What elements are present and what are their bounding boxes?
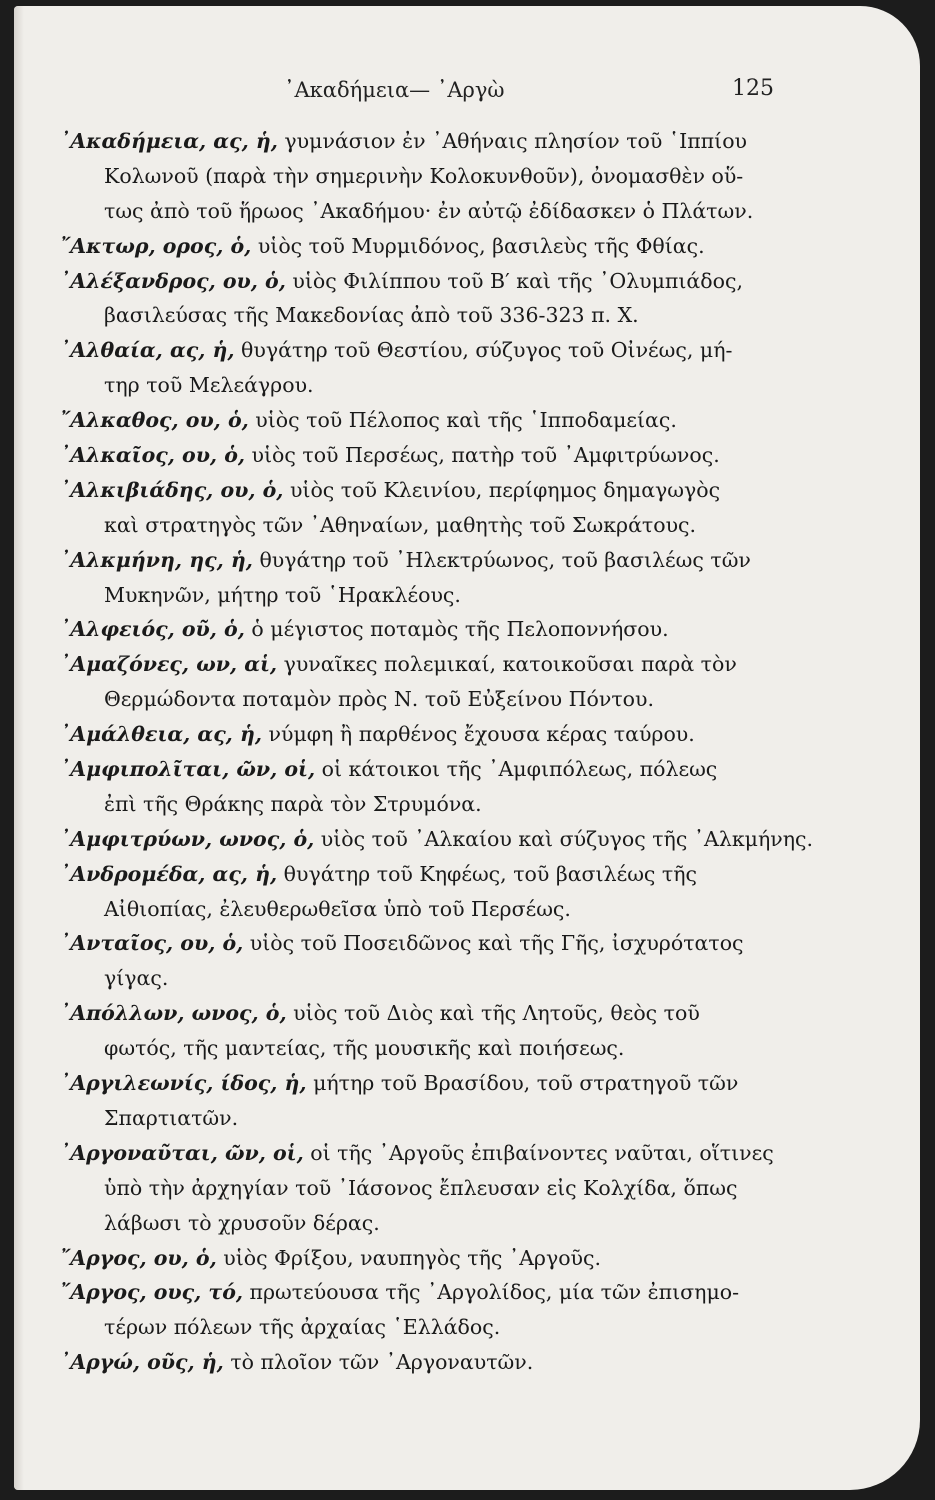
entry-line [60, 1275, 810, 1310]
headword: ᾿Αργιλεωνίς, ίδος, ἡ, [60, 1071, 307, 1096]
entry-continuation-line [60, 682, 810, 717]
entry-line [60, 1066, 810, 1101]
entry-line [60, 229, 810, 264]
definition-text: θυγάτηρ τοῦ Κηφέως, τοῦ βασιλέως τῆς [277, 861, 698, 886]
entry-line [60, 438, 810, 473]
headword: ᾿Αλκαῖος, ου, ὁ, [60, 443, 246, 468]
headword: ᾿Ανδρομέδα, ας, ἡ, [60, 861, 278, 886]
headword: ᾿Αργώ, οῦς, ἡ, [60, 1350, 224, 1375]
headword: ᾿Αλκιβιάδης, ου, ὁ, [60, 477, 284, 502]
headword: ῎Αργος, ου, ὁ, [60, 1245, 217, 1270]
entry-line [60, 926, 810, 961]
definition-text: τὸ πλοῖον τῶν ᾿Αργοναυτῶν. [223, 1350, 534, 1375]
entry-continuation-line [60, 1171, 810, 1206]
entry-line [60, 647, 810, 682]
entry-continuation-line [60, 194, 810, 229]
headword: ᾿Αμφιτρύων, ωνος, ὁ, [60, 826, 315, 851]
headword: ῎Αργος, ους, τό, [60, 1280, 244, 1305]
entry-line [60, 1136, 810, 1171]
definition-text: Σπαρτιατῶν. [104, 1105, 239, 1130]
definition-text: θυγάτηρ τοῦ ᾿Ηλεκτρύωνος, τοῦ βασιλέως τῶν [252, 547, 751, 572]
entry-line [60, 752, 810, 787]
entry-continuation-line [60, 892, 810, 927]
entry-continuation-line [60, 159, 810, 194]
headword: ῎Ακτωρ, ορος, ὁ, [60, 233, 252, 258]
definition-text: τέρων πόλεων τῆς ἀρχαίας ῾Ελλάδος. [104, 1315, 501, 1340]
entry-line [60, 543, 810, 578]
headword: ᾿Αλκμήνη, ης, ἡ, [60, 547, 253, 572]
entry-line [60, 333, 810, 368]
definition-text: ὁ μέγιστος ποταμὸς τῆς Πελοποννήσου. [244, 617, 669, 642]
entry-line [60, 264, 810, 299]
definition-text: θυγάτηρ τοῦ Θεστίου, σύζυγος τοῦ Οἰνέως, μή- [234, 338, 733, 363]
definition-text: ὑπὸ τὴν ἀρχηγίαν τοῦ ᾿Ιάσονος ἔπλευσαν εἰς Κολχίδα, ὅπως [104, 1175, 738, 1200]
definition-text: τηρ τοῦ Μελεάγρου. [104, 373, 314, 398]
entry-continuation-line [60, 1031, 810, 1066]
definition-text: πρωτεύουσα τῆς ᾿Αργολίδος, μία τῶν ἐπισημο- [243, 1280, 740, 1305]
definition-text: υἱὸς τοῦ Διὸς καὶ τῆς Λητοῦς, θεὸς τοῦ [286, 1001, 700, 1026]
entry-continuation-line [60, 787, 810, 822]
definition-text: υἱὸς Φιλίππου τοῦ Β′ καὶ τῆς ᾿Ολυμπιάδος, [285, 268, 743, 293]
definition-text: υἱὸς Φρίξου, ναυπηγὸς τῆς ᾿Αργοῦς. [216, 1245, 602, 1270]
entry-line [60, 403, 810, 438]
definition-text: Μυκηνῶν, μήτηρ τοῦ ῾Ηρακλέους. [104, 582, 461, 607]
entry-continuation-line [60, 578, 810, 613]
entry-line [60, 1241, 810, 1276]
definition-text: Αἰθιοπίας, ἐλευθερωθεῖσα ὑπὸ τοῦ Περσέως. [104, 896, 571, 921]
definition-text: υἱὸς τοῦ Πέλοπος καὶ τῆς ῾Ιπποδαμείας. [248, 408, 677, 433]
book-page [14, 6, 920, 1490]
entry-line [60, 124, 810, 159]
definition-text: λάβωσι τὸ χρυσοῦν δέρας. [104, 1210, 380, 1235]
entry-continuation-line [60, 1310, 810, 1345]
running-head: ᾿Ακαδήμεια— ᾿Αργὼ [284, 78, 505, 102]
page-number: 125 [732, 76, 774, 101]
entry-line [60, 822, 814, 857]
entry-continuation-line [60, 298, 810, 333]
headword: ᾿Αμάλθεια, ας, ἡ, [60, 722, 262, 747]
definition-text: βασιλεύσας τῆς Μακεδονίας ἀπὸ τοῦ 336-323 π. Χ. [104, 303, 639, 328]
headword: ῎Αλκαθος, ου, ὁ, [60, 408, 249, 433]
entry-line [60, 473, 810, 508]
definition-text: νύμφη ἢ παρθένος ἔχουσα κέρας ταύρου. [262, 722, 695, 747]
entry-line [60, 717, 810, 752]
entry-continuation-line [60, 961, 810, 996]
definition-text: οἱ κάτοικοι τῆς ᾿Αμφιπόλεως, πόλεως [315, 757, 718, 782]
headword: ᾿Απόλλων, ωνος, ὁ, [60, 1001, 287, 1026]
entry-line [60, 857, 810, 892]
entry-continuation-line [60, 508, 810, 543]
definition-text: υἱὸς τοῦ ᾿Αλκαίου καὶ σύζυγος τῆς ᾿Αλκμήνης. [314, 826, 814, 851]
definition-text: υἱὸς τοῦ Ποσειδῶνος καὶ τῆς Γῆς, ἰσχυρότατος [243, 931, 744, 956]
definition-text: ἐπὶ τῆς Θράκης παρὰ τὸν Στρυμόνα. [104, 791, 482, 816]
headword: ᾿Αμφιπολῖται, ῶν, οἱ, [60, 757, 316, 782]
headword: ᾿Αλθαία, ας, ἡ, [60, 338, 235, 363]
definition-text: οἱ τῆς ᾿Αργοῦς ἐπιβαίνοντες ναῦται, οἵτινες [303, 1140, 774, 1165]
headword: ᾿Ανταῖος, ου, ὁ, [60, 931, 244, 956]
definition-text: γυναῖκες πολεμικαί, κατοικοῦσαι παρὰ τὸν [277, 652, 737, 677]
definition-text: φωτός, τῆς μαντείας, τῆς μουσικῆς καὶ ποιήσεως. [104, 1036, 625, 1061]
headword: ᾿Αλέξανδρος, ου, ὁ, [60, 268, 286, 293]
entry-line [60, 1345, 810, 1380]
definition-text: υἱὸς τοῦ Κλεινίου, περίφημος δημαγωγὸς [283, 477, 721, 502]
definition-text: υἱὸς τοῦ Περσέως, πατὴρ τοῦ ᾿Αμφιτρύωνος. [245, 443, 720, 468]
headword: ᾿Αργοναῦται, ῶν, οἱ, [60, 1140, 304, 1165]
entry-continuation-line [60, 1206, 810, 1241]
entry-continuation-line [60, 368, 810, 403]
definition-text: Θερμώδοντα ποταμὸν πρὸς Ν. τοῦ Εὐξείνου Πόντου. [104, 687, 655, 712]
definition-text: γίγας. [104, 966, 169, 991]
definition-text: τως ἀπὸ τοῦ ἥρωος ᾿Ακαδήμου· ἐν αὐτῷ ἐδίδασκεν ὁ Πλάτων. [104, 198, 754, 223]
entry-line [60, 996, 810, 1031]
definition-text: μήτηρ τοῦ Βρασίδου, τοῦ στρατηγοῦ τῶν [306, 1071, 739, 1096]
headword: ᾿Ακαδήμεια, ας, ἡ, [60, 129, 278, 153]
dictionary-entries [60, 124, 814, 1380]
definition-text: γυμνάσιον ἐν ᾿Αθήναις πλησίον τοῦ ῾Ιππίου [277, 129, 747, 153]
definition-text: υἱὸς τοῦ Μυρμιδόνος, βασιλεὺς τῆς Φθίας. [251, 233, 705, 258]
headword: ᾿Αμαζόνες, ων, αἱ, [60, 652, 278, 677]
headword: ᾿Αλφειός, οῦ, ὁ, [60, 617, 245, 642]
definition-text: Κολωνοῦ (παρὰ τὴν σημερινὴν Κολοκυνθοῦν), ὀνομασθὲν οὕ- [104, 163, 744, 188]
definition-text: καὶ στρατηγὸς τῶν ᾿Αθηναίων, μαθητὴς τοῦ Σωκράτους. [104, 512, 697, 537]
entry-continuation-line [60, 1101, 810, 1136]
entry-line [60, 612, 810, 647]
